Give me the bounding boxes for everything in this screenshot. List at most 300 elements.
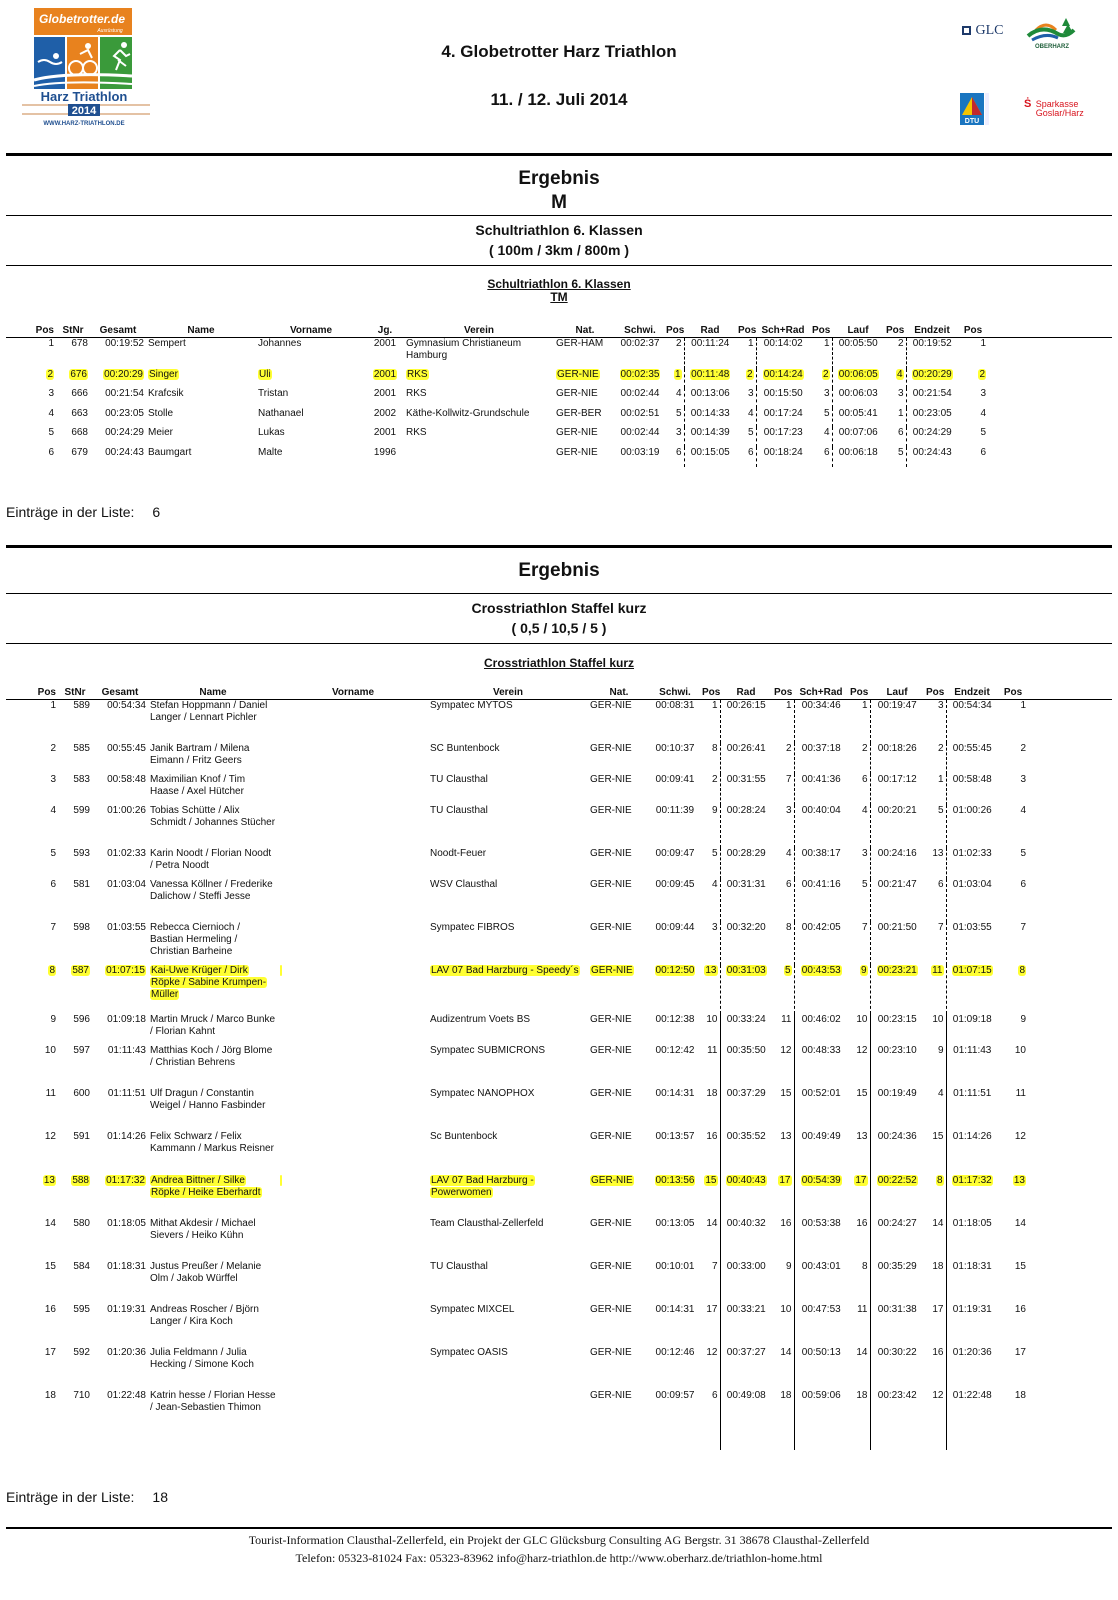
cell-stnr [58, 879, 92, 922]
cell-schrad [756, 369, 810, 388]
cell-end-pos [998, 1175, 1028, 1218]
cell-value: 9 [1020, 1013, 1026, 1025]
cell-value: 11 [932, 964, 943, 976]
cell-value: 13 [1013, 1174, 1025, 1186]
cell-value: 00:35:50 [726, 1044, 766, 1056]
divider [6, 215, 1112, 216]
cell-stnr [56, 447, 90, 467]
cell-value: 3 [785, 804, 792, 816]
cell-stnr [56, 408, 90, 427]
cell-value: 2 [1020, 742, 1026, 754]
cell-rad [720, 1261, 772, 1304]
cell-rad-pos [772, 1131, 794, 1175]
cell-value: 15 [1014, 1260, 1026, 1272]
cell-value: 9 [785, 1260, 792, 1272]
cell-value: 11 [781, 1013, 792, 1025]
cell-nat [554, 388, 616, 408]
cell-value: 00:54:39 [801, 1174, 841, 1186]
cell-rad-pos [736, 369, 756, 388]
cell-value: Sympatec MIXCEL [430, 1303, 515, 1315]
cell-lauf-pos [924, 743, 946, 774]
cell-value: 14 [44, 1217, 56, 1229]
table-row [6, 965, 1112, 1014]
cell-schrad-pos [810, 447, 832, 467]
cell-value: 18 [856, 1389, 868, 1401]
table-row [6, 879, 1112, 922]
logo-year-text: 2014 [71, 105, 97, 117]
table-row [6, 805, 1112, 848]
cell-end-pos [958, 408, 988, 427]
cell-value: 01:07:15 [106, 964, 145, 976]
cell-schrad [756, 427, 810, 447]
cell-value: 01:18:05 [952, 1217, 992, 1229]
cell-rad-pos [772, 922, 794, 965]
cell-schrad [794, 1261, 848, 1304]
cell-value: 00:31:03 [726, 964, 766, 976]
cell-value: 6 [711, 1389, 718, 1401]
cell-value: Baumgart [148, 446, 192, 458]
cell-endzeit [946, 1045, 998, 1088]
cell-value: 584 [73, 1260, 90, 1272]
cell-value: Sympatec NANOPHOX [430, 1087, 535, 1099]
cell-vorname-blank [278, 1347, 428, 1390]
cell-value: GER-NIE [590, 1260, 632, 1272]
section1-race [0, 220, 1118, 260]
cell-end-pos [998, 1347, 1028, 1390]
cell-value: 4 [675, 387, 682, 399]
cell-value: Janik Bartram / Milena Eimann / Fritz Geers [150, 742, 250, 766]
cell-gesamt [92, 1261, 148, 1304]
cell-value: GER-HAM [556, 338, 604, 349]
cell-name [148, 1045, 278, 1088]
cell-value: RKS [407, 368, 428, 380]
cell-value: GER-NIE [590, 773, 632, 785]
cell-end-pos [998, 774, 1028, 805]
cell-value: 00:34:46 [801, 700, 841, 711]
cell-value: 00:31:38 [877, 1303, 917, 1315]
cell-schwi-pos [700, 743, 720, 774]
cell-value: Kai-Uwe Krüger / Dirk Röpke / Sabine Krumpen-Müller [151, 964, 267, 1001]
cell-schrad-pos [848, 1088, 870, 1131]
cell-value: 12 [1014, 1130, 1026, 1142]
cell-verein [428, 1175, 588, 1218]
cell-value: 14 [706, 1217, 718, 1229]
cell-rad [720, 1014, 772, 1045]
cell-value: Krafcsik [148, 387, 184, 399]
cell-value: 6 [980, 446, 986, 458]
cell-endzeit [946, 879, 998, 922]
cell-schrad-pos [848, 1218, 870, 1261]
cell-gesamt [92, 1045, 148, 1088]
cell-value: 00:11:48 [691, 368, 730, 380]
cell-name [148, 743, 278, 774]
cell-schwi-pos [700, 1218, 720, 1261]
cell-value: 5 [861, 878, 868, 890]
divider [6, 1527, 1112, 1529]
cell-value: 00:21:47 [877, 878, 917, 890]
cell-value: 00:17:24 [763, 407, 803, 419]
cell-nat [588, 1088, 650, 1131]
cell-schwi [650, 1014, 700, 1045]
cell-value: 00:02:35 [620, 368, 660, 380]
cell-vorname-blank [278, 774, 428, 805]
cell-value: 00:14:39 [690, 426, 730, 438]
cell-value: 01:22:48 [107, 1389, 146, 1401]
cell-value: 12 [932, 1389, 944, 1401]
cell-schrad-pos [848, 965, 870, 1014]
cell-nat [588, 1347, 650, 1390]
section2-group: Crosstriathlon Staffel kurz [483, 656, 635, 670]
cell-value: 4 [980, 407, 986, 419]
entry-count-label: Einträge in der Liste: [6, 504, 135, 520]
cell-endzeit [946, 774, 998, 805]
cell-value: 00:19:52 [912, 338, 952, 349]
cell-value: 00:19:47 [877, 700, 917, 711]
cell-value: 01:03:04 [107, 878, 146, 890]
cell-value: 00:11:24 [691, 338, 730, 349]
cell-value: 7 [1020, 921, 1026, 933]
cell-rad [720, 1175, 772, 1218]
cell-rad [684, 369, 736, 388]
cell-value: 00:23:21 [877, 964, 917, 976]
cell-value: 00:40:04 [801, 804, 841, 816]
cell-name [148, 774, 278, 805]
cell-stnr [58, 1175, 92, 1218]
cell-rad [720, 774, 772, 805]
cell-value: 00:46:02 [801, 1013, 841, 1025]
cell-schwi-pos [700, 805, 720, 848]
cell-value: Justus Preußer / Melanie Olm / Jakob Würffel [150, 1260, 262, 1284]
cell-value: 6 [861, 773, 868, 785]
cell-value: 600 [73, 1087, 90, 1099]
column-header: Rad [720, 687, 772, 700]
cell-value: Stolle [148, 407, 174, 419]
cell-value: 14 [932, 1217, 944, 1229]
cell-lauf-pos [924, 1390, 946, 1450]
cell-value: 00:22:52 [877, 1174, 917, 1186]
cell-value: 13 [932, 847, 944, 859]
cell-value: 00:43:01 [801, 1260, 841, 1272]
cell-value: 00:37:29 [726, 1087, 766, 1099]
cell-rad-pos [772, 805, 794, 848]
cell-value: 00:53:38 [801, 1217, 841, 1229]
cell-value: 00:07:06 [838, 426, 878, 438]
cell-verein [428, 774, 588, 805]
cell-rad-pos [772, 700, 794, 743]
cell-value: 10 [856, 1013, 868, 1025]
cell-verein [428, 1390, 588, 1450]
table-row [6, 1088, 1112, 1131]
cell-value: 00:09:47 [655, 847, 695, 859]
cell-value: 1 [937, 773, 944, 785]
cell-lauf [870, 922, 924, 965]
cell-value: 00:13:06 [690, 387, 730, 399]
cell-lauf-pos [924, 700, 946, 743]
cell-vorname-blank [278, 848, 428, 879]
table-row [6, 1390, 1112, 1450]
cell-gesamt [92, 700, 148, 743]
cell-value: 16 [856, 1217, 868, 1229]
cell-value: 585 [73, 742, 90, 754]
cell-value: 15 [932, 1130, 944, 1142]
cell-lauf [832, 427, 884, 447]
table-row [6, 922, 1112, 965]
cell-endzeit [946, 1261, 998, 1304]
cell-name [148, 1131, 278, 1175]
column-header: Vorname [278, 687, 428, 700]
cell-pos [6, 743, 58, 774]
cell-schwi-pos [700, 1088, 720, 1131]
table-row [6, 848, 1112, 879]
cell-value: 00:24:29 [912, 426, 952, 438]
cell-value: 6 [747, 446, 754, 458]
cell-value: 00:54:34 [952, 700, 992, 711]
cell-lauf-pos [924, 922, 946, 965]
cell-lauf [870, 1014, 924, 1045]
cell-value: 00:58:48 [952, 773, 992, 785]
cell-verein [428, 879, 588, 922]
cell-value: 5 [1020, 847, 1026, 859]
cell-vorname-blank [278, 1304, 428, 1347]
cell-schwi [650, 774, 700, 805]
cell-rad-pos [772, 743, 794, 774]
cell-value: Sempert [148, 338, 186, 349]
cell-value: 00:48:33 [801, 1044, 841, 1056]
column-header: Pos [926, 687, 945, 698]
cell-value: 00:32:20 [726, 921, 766, 933]
footer-address: Tourist-Information Clausthal-Zellerfeld, ein Projekt der GLC Glücksburg Consulting AG Bergstr. 31 38678 Clausthal-Zellerfeld [248, 1533, 870, 1547]
cell-value: 676 [70, 368, 87, 380]
entry-count-value: 6 [152, 504, 161, 520]
cell-stnr [58, 848, 92, 879]
section2-heading: Ergebnis [518, 560, 600, 581]
cell-name [148, 1261, 278, 1304]
table-row [6, 408, 1112, 427]
cell-value: 00:14:33 [690, 407, 730, 419]
cell-value: 00:24:16 [877, 847, 917, 859]
cell-value: 11 [857, 1303, 868, 1315]
cell-value: 00:33:24 [726, 1013, 766, 1025]
cell-value: 14 [780, 1346, 792, 1358]
cell-schwi-pos [664, 369, 684, 388]
cell-value: GER-NIE [590, 804, 632, 816]
cell-value: 16 [780, 1217, 792, 1229]
cell-value: 00:17:23 [763, 426, 803, 438]
cell-value: 598 [73, 921, 90, 933]
cell-name [148, 1347, 278, 1390]
cell-rad [720, 879, 772, 922]
cell-value: 00:12:42 [655, 1044, 695, 1056]
cell-value: 17 [779, 1174, 791, 1186]
cell-schrad [756, 388, 810, 408]
cell-value: 679 [71, 446, 88, 458]
column-header: Pos [702, 687, 721, 698]
cell-rad [720, 1390, 772, 1450]
cell-value: 00:50:13 [801, 1346, 841, 1358]
cell-verein [428, 848, 588, 879]
cell-end-pos [998, 1261, 1028, 1304]
cell-nat [588, 922, 650, 965]
cell-value: 596 [73, 1013, 90, 1025]
cell-value: Lukas [258, 426, 285, 438]
cell-value: RKS [406, 387, 427, 399]
cell-lauf-pos [924, 1218, 946, 1261]
cell-value: 00:14:24 [763, 368, 803, 380]
column-header: Endzeit [906, 325, 958, 338]
cell-pos [6, 388, 56, 408]
cell-value: Team Clausthal-Zellerfeld [430, 1217, 544, 1229]
cell-schrad [794, 774, 848, 805]
cell-rad-pos [772, 1390, 794, 1450]
cell-value: 00:13:05 [655, 1217, 695, 1229]
cell-value: GER-NIE [590, 921, 632, 933]
cell-value: 00:02:37 [620, 338, 660, 349]
cell-verein [428, 1304, 588, 1347]
cell-gesamt [92, 1088, 148, 1131]
cell-value: 00:24:43 [105, 446, 144, 458]
cell-end-pos [958, 447, 988, 467]
cell-schrad-pos [848, 700, 870, 743]
cell-value: 4 [711, 878, 718, 890]
cell-gesamt [92, 1304, 148, 1347]
cell-lauf [870, 805, 924, 848]
cell-lauf [870, 700, 924, 743]
table-row [6, 369, 1112, 388]
cell-value: 00:06:03 [838, 387, 878, 399]
cell-jg [366, 447, 404, 467]
cell-value: 00:23:05 [912, 407, 952, 419]
column-header: Pos [850, 687, 869, 698]
cell-value: 00:20:29 [104, 368, 143, 380]
cell-schwi-pos [700, 1261, 720, 1304]
cell-rad-pos [772, 848, 794, 879]
cell-value: 8 [936, 1174, 943, 1186]
sparkasse-region-text: Goslar/Harz [1035, 108, 1084, 118]
cell-value: 5 [784, 964, 791, 976]
cell-value: 581 [73, 878, 90, 890]
column-header: Pos [998, 687, 1028, 700]
cell-value: 01:19:31 [952, 1303, 992, 1315]
cell-stnr [58, 1304, 92, 1347]
cell-value: 13 [856, 1130, 868, 1142]
cell-lauf-pos [924, 965, 946, 1014]
cell-value: Julia Feldmann / Julia Hecking / Simone Koch [150, 1346, 254, 1370]
cell-value: 00:28:29 [726, 847, 766, 859]
cell-rad-pos [772, 879, 794, 922]
cell-value: 591 [73, 1130, 90, 1142]
table-row [6, 700, 1112, 743]
divider [6, 643, 1112, 644]
cell-value: 00:41:36 [801, 773, 841, 785]
cell-vorname-blank [278, 1088, 428, 1131]
cell-value: 5 [48, 426, 54, 438]
cell-schrad [794, 1390, 848, 1450]
cell-value: 00:09:57 [655, 1389, 695, 1401]
cell-value: 2001 [373, 338, 397, 349]
cell-schrad-pos [848, 774, 870, 805]
cell-value: GER-NIE [590, 1389, 632, 1401]
cell-value: Johannes [258, 338, 302, 349]
cell-rad [684, 388, 736, 408]
cell-pos [6, 1218, 58, 1261]
event-title: 4. Globetrotter Harz Triathlon [441, 42, 677, 61]
cell-value: 00:40:32 [726, 1217, 766, 1229]
section1-group-sub: TM [550, 290, 568, 304]
cell-value: 1996 [373, 446, 397, 458]
cell-value: 8 [711, 742, 718, 754]
cell-value: 01:09:18 [952, 1013, 992, 1025]
cell-value: 00:33:21 [726, 1303, 766, 1315]
cell-schrad-pos [848, 922, 870, 965]
cell-schrad [794, 1175, 848, 1218]
cell-verein [404, 369, 554, 388]
cell-schwi-pos [664, 338, 684, 369]
cell-value: 00:21:54 [912, 387, 952, 399]
cell-rad-pos [736, 447, 756, 467]
cell-value: 16 [1014, 1303, 1026, 1315]
column-header: Rad [684, 325, 736, 338]
cell-value: 6 [1020, 878, 1026, 890]
cell-rad-pos [772, 1261, 794, 1304]
cell-value: 2 [746, 368, 753, 380]
cell-value: 2001 [373, 368, 397, 380]
cell-value: Katrin hesse / Florian Hesse / Jean-Sebastien Thimon [150, 1389, 276, 1413]
cell-gesamt [92, 879, 148, 922]
cell-schwi [650, 1218, 700, 1261]
cell-gesamt [90, 338, 146, 369]
cell-verein [404, 447, 554, 467]
cell-value: Nathanael [258, 407, 304, 419]
cell-rad-pos [772, 1218, 794, 1261]
cell-stnr [58, 922, 92, 965]
cell-nat [588, 1131, 650, 1175]
cell-schwi-pos [700, 1347, 720, 1390]
divider [6, 265, 1112, 266]
cell-nat [588, 1045, 650, 1088]
cell-pos [6, 1014, 58, 1045]
cell-value: 8 [785, 921, 792, 933]
table-row [6, 1045, 1112, 1088]
column-header: Name [146, 325, 256, 338]
cell-schwi-pos [700, 1131, 720, 1175]
cell-schrad [794, 805, 848, 848]
column-header: Nat. [588, 687, 650, 700]
column-header: Sch+Rad [794, 687, 848, 700]
cell-schrad [794, 848, 848, 879]
cell-stnr [56, 369, 90, 388]
cell-rad [720, 1347, 772, 1390]
cell-value: Andrea Bittner / Silke Röpke / Heike Eberhardt [151, 1174, 261, 1198]
cell-stnr [58, 1014, 92, 1045]
cell-value: 01:02:33 [952, 847, 992, 859]
cell-lauf [870, 1131, 924, 1175]
cell-schwi [650, 922, 700, 965]
cell-value: Rebecca Ciernioch / Bastian Hermeling / Christian Barheine [150, 921, 241, 958]
footer-contact: Telefon: 05323-81024 Fax: 05323-83962 info@harz-triathlon.de http://www.oberharz.de/triathlon-home.html [295, 1551, 823, 1565]
cell-value: 01:22:48 [952, 1389, 992, 1401]
cell-schrad [794, 965, 848, 1014]
cell-pos [6, 1390, 58, 1450]
cell-value: 6 [897, 426, 904, 438]
cell-endzeit [946, 1347, 998, 1390]
cell-nat [588, 965, 650, 1014]
cell-gesamt [92, 922, 148, 965]
cell-value: 00:12:50 [655, 964, 695, 976]
cell-value: 16 [706, 1130, 718, 1142]
cell-value: 592 [73, 1346, 90, 1358]
cell-endzeit [906, 388, 958, 408]
cell-value: 00:52:01 [801, 1087, 841, 1099]
